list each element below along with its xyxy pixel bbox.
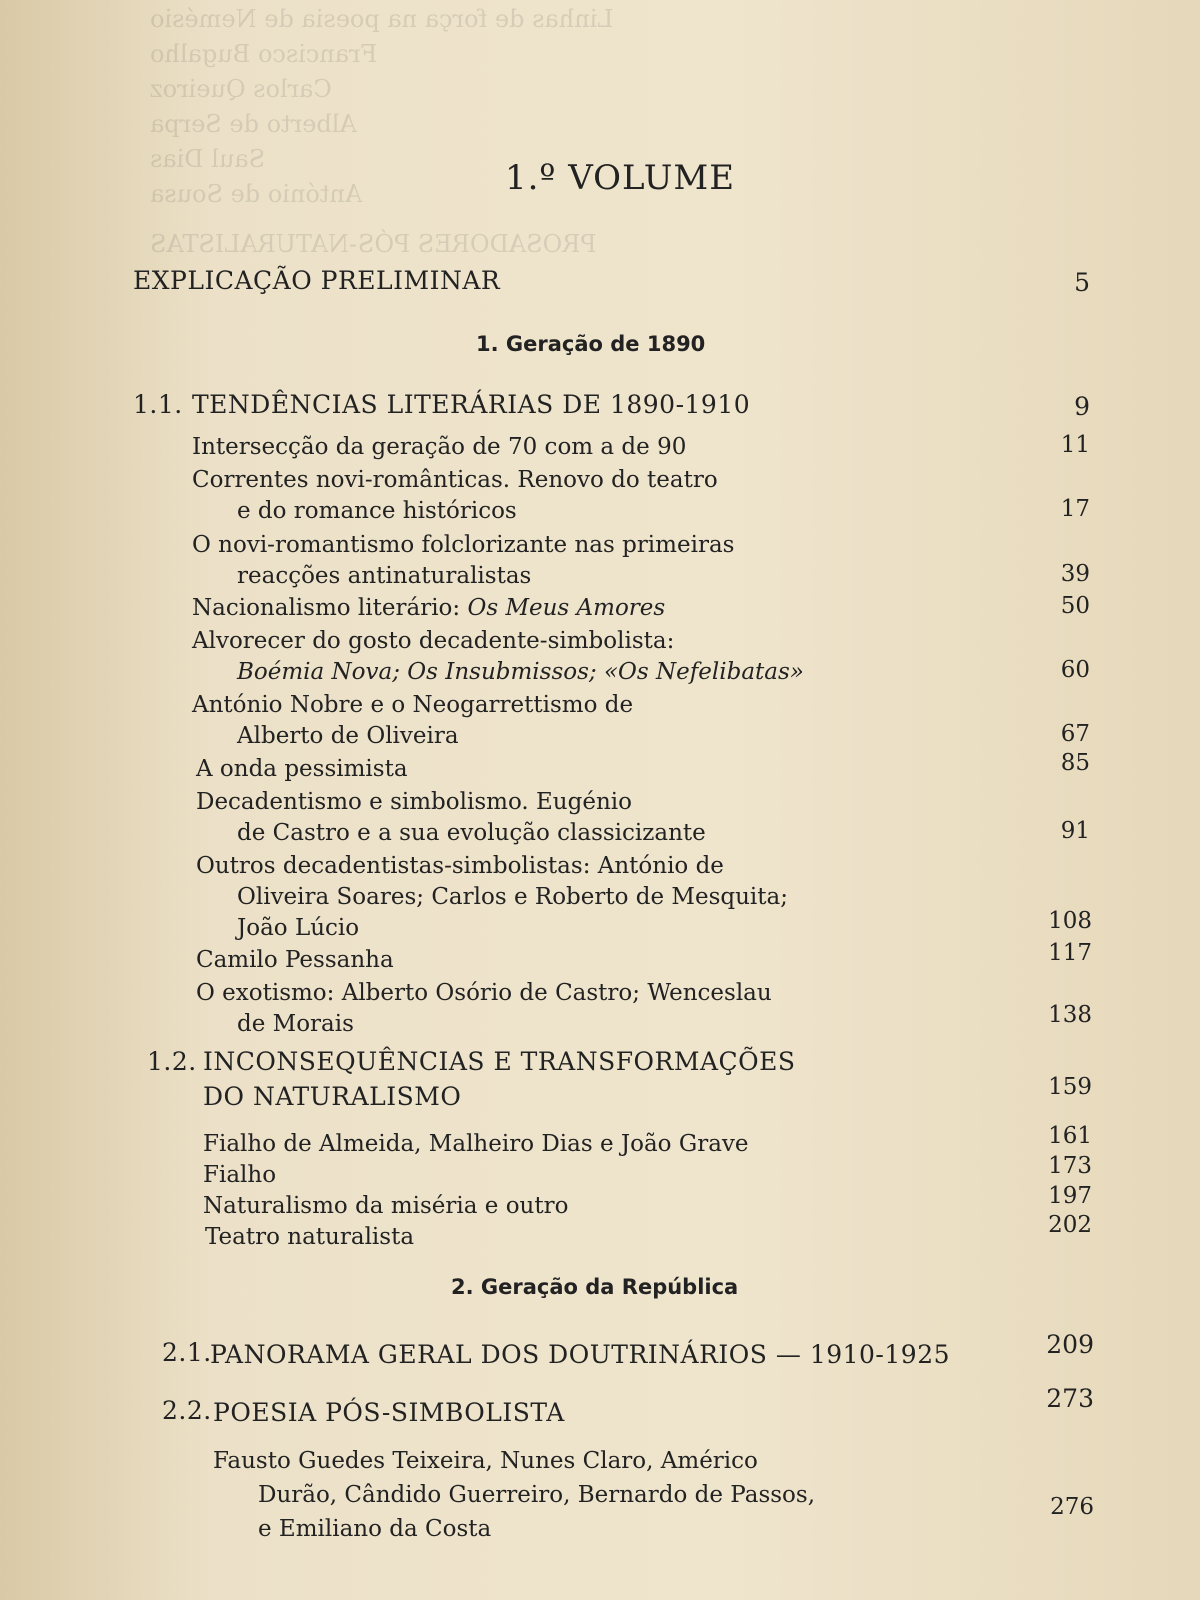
part2-heading: 2. Geração da República — [451, 1275, 739, 1299]
toc-entry-page: 60 — [1060, 657, 1090, 683]
toc-entry-italic: Os Meus Amores — [467, 595, 666, 621]
toc-entry-page: 17 — [1060, 496, 1090, 522]
toc-entry-line: e do romance históricos — [237, 498, 517, 524]
toc-entry-page: 108 — [1048, 908, 1092, 934]
toc-entry-line: Teatro naturalista — [205, 1224, 415, 1250]
show-through-text: Linhas de força na poesia de Nemésio Francisco Bugalho Carlos Queiroz Alberto de Serpa Saul Dias António de Sousa PROSADORES PÓS-NATURALISTAS — [150, 5, 614, 258]
toc-entry-line: Fausto Guedes Teixeira, Nunes Claro, Américo — [213, 1448, 758, 1474]
toc-entry-page: 138 — [1048, 1002, 1092, 1028]
toc-entry-page: 67 — [1060, 721, 1090, 747]
toc-entry-page: 276 — [1050, 1494, 1094, 1520]
toc-entry-page: 202 — [1048, 1212, 1092, 1238]
chapter-2-1-title: PANORAMA GERAL DOS DOUTRINÁRIOS — 1910-1925 — [210, 1340, 951, 1369]
toc-entry-line: Outros decadentistas-simbolistas: António de — [196, 853, 724, 879]
toc-entry-page: 161 — [1048, 1123, 1092, 1149]
toc-entry-line: Durão, Cândido Guerreiro, Bernardo de Passos, — [258, 1482, 816, 1508]
volume-title: 1.º VOLUME — [504, 158, 736, 198]
toc-entry-line: Fialho — [203, 1162, 277, 1188]
chapter-2-2-number: 2.2. — [162, 1396, 212, 1425]
toc-entry-line: Camilo Pessanha — [196, 947, 394, 973]
toc-entry-page: 85 — [1060, 750, 1090, 776]
toc-entry-prefix: Nacionalismo literário: — [192, 595, 468, 621]
chapter-1-1-number: 1.1. — [133, 390, 183, 419]
toc-entry-page: 173 — [1048, 1153, 1092, 1179]
chapter-2-2-page: 273 — [1046, 1384, 1094, 1413]
preliminar-page: 5 — [1074, 268, 1090, 297]
toc-entry-line: e Emiliano da Costa — [258, 1516, 492, 1542]
toc-entry-page: 39 — [1060, 561, 1090, 587]
toc-entry-line: reacções antinaturalistas — [237, 563, 532, 589]
part1-heading: 1. Geração de 1890 — [476, 332, 706, 356]
toc-entry-page: 50 — [1060, 593, 1090, 619]
toc-entry-page: 117 — [1048, 940, 1092, 966]
toc-entry-page: 91 — [1060, 818, 1090, 844]
toc-entry-line: de Castro e a sua evolução classicizante — [237, 820, 706, 846]
toc-entry-line: Fialho de Almeida, Malheiro Dias e João Grave — [203, 1131, 749, 1157]
chapter-1-2-title-line1: INCONSEQUÊNCIAS E TRANSFORMAÇÕES — [203, 1047, 796, 1076]
toc-entry-line: Correntes novi-românticas. Renovo do teatro — [192, 467, 718, 493]
toc-entry-line: Naturalismo da miséria e outro — [203, 1193, 569, 1219]
chapter-2-1-number: 2.1. — [162, 1338, 212, 1367]
chapter-1-2-number: 1.2. — [147, 1047, 197, 1076]
toc-entry-line: Alvorecer do gosto decadente-simbolista: — [192, 628, 675, 654]
toc-entry-page: 11 — [1060, 432, 1090, 458]
toc-entry-line — [237, 657, 804, 688]
toc-entry-line: O novi-romantismo folclorizante nas primeiras — [192, 532, 735, 558]
toc-entry-line: O exotismo: Alberto Osório de Castro; Wenceslau — [196, 980, 772, 1006]
toc-entry-line: de Morais — [237, 1011, 354, 1037]
chapter-1-1-page: 9 — [1074, 392, 1090, 421]
chapter-1-2-page: 159 — [1048, 1074, 1092, 1100]
toc-entry-line: João Lúcio — [237, 915, 360, 941]
toc-entry-line: António Nobre e o Neogarrettismo de — [192, 692, 634, 718]
chapter-2-1-page: 209 — [1046, 1330, 1094, 1359]
toc-entry-page: 197 — [1048, 1183, 1092, 1209]
toc-entry-line: Oliveira Soares; Carlos e Roberto de Mesquita; — [237, 884, 788, 910]
toc-entry-italic: Boémia Nova; Os Insubmissos; «Os Nefelibatas» — [237, 659, 804, 685]
toc-entry-line — [192, 593, 665, 624]
preliminar-title: EXPLICAÇÃO PRELIMINAR — [133, 266, 501, 295]
toc-entry-line: Intersecção da geração de 70 com a de 90 — [192, 434, 687, 460]
toc-entry-line: A onda pessimista — [196, 756, 408, 782]
chapter-1-1-title: TENDÊNCIAS LITERÁRIAS DE 1890-1910 — [192, 390, 751, 419]
chapter-1-2-title-line2: DO NATURALISMO — [203, 1082, 462, 1111]
chapter-2-2-title: POESIA PÓS-SIMBOLISTA — [213, 1398, 565, 1427]
toc-entry-line: Decadentismo e simbolismo. Eugénio — [196, 789, 632, 815]
toc-entry-line: Alberto de Oliveira — [237, 723, 459, 749]
